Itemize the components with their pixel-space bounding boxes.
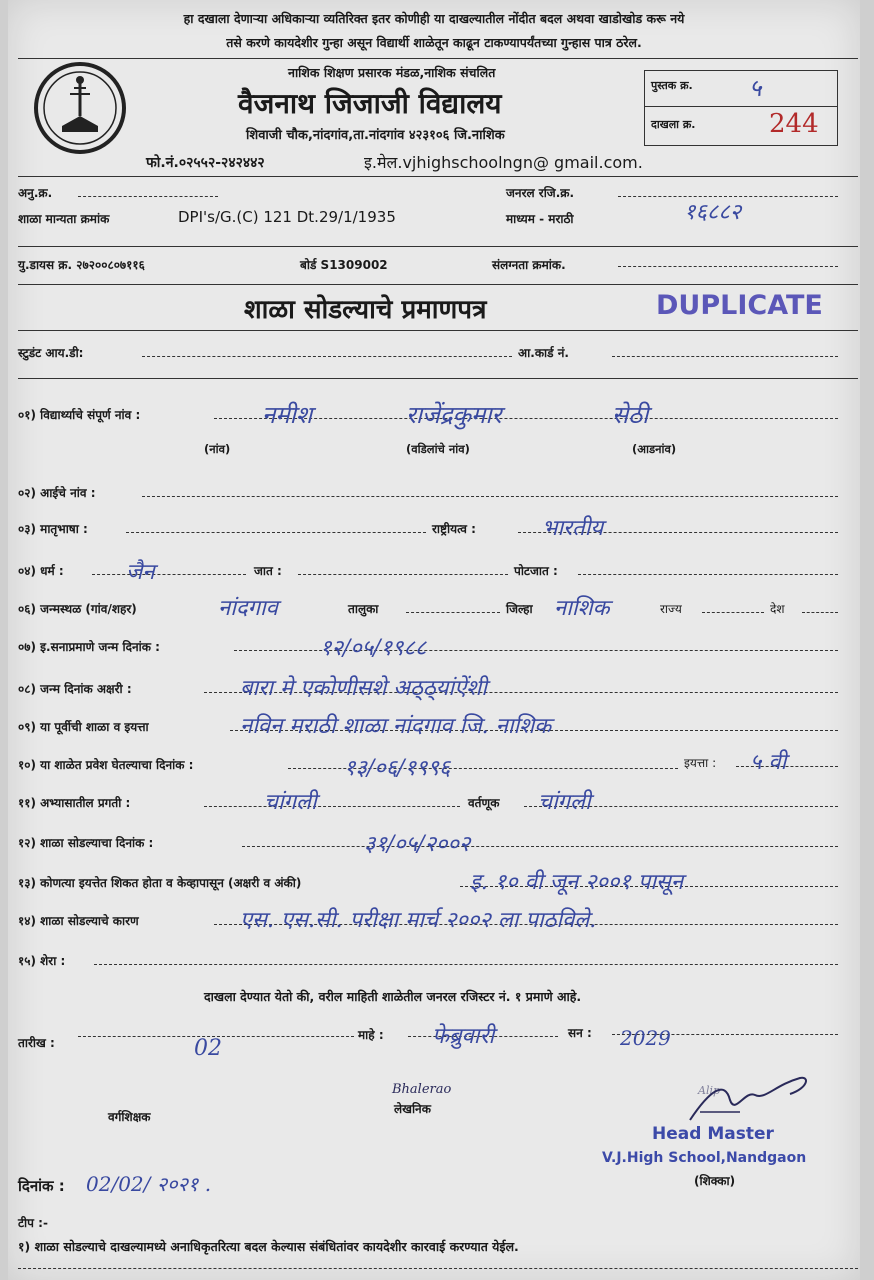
leaving-date-value: ३१/०५/२००२: [364, 832, 471, 857]
head-master-signature: [680, 1070, 830, 1130]
country-label: देश: [770, 602, 785, 616]
aadhaar-label: आ.कार्ड नं.: [518, 346, 569, 360]
head-master-stamp: Head Master: [652, 1124, 774, 1144]
certificate-paper: [8, 0, 860, 1280]
field-07-label: ०७) इ.सनाप्रमाणे जन्म दिनांक :: [18, 640, 160, 654]
serial-label: अनु.क्र.: [18, 186, 53, 200]
warning-line-2: तसे करणे कायदेशीर गुन्हा असून विद्यार्थी शाळेतून काढून टाकण्यापर्यंतच्या गुन्हास पात्र ठरेल.: [226, 35, 642, 50]
student-first-name: नमीश: [262, 401, 313, 429]
admission-date-value: १३/०६/१९९६: [344, 756, 451, 781]
caption-name: (नांव): [204, 442, 231, 456]
field-03-label: ०३) मातृभाषा :: [18, 522, 88, 536]
date-value: 02: [194, 1036, 222, 1061]
society-name: नाशिक शिक्षण प्रसारक मंडळ,नाशिक संचलित: [288, 65, 496, 80]
school-phone: फो.नं.०२५५२-२४२४४२: [146, 155, 265, 171]
note-title: टीप :-: [18, 1216, 48, 1230]
admission-standard-label: इयत्ता :: [684, 756, 717, 770]
school-logo: [32, 60, 128, 156]
divider: [18, 284, 858, 285]
divider: [18, 246, 858, 247]
clerk-label: लेखनिक: [394, 1102, 431, 1116]
divider: [18, 58, 858, 59]
divider: [18, 378, 858, 379]
clerk-signature: Bhalerao: [392, 1082, 452, 1097]
progress-value: चांगली: [264, 790, 317, 815]
field-08-label: ०८) जन्म दिनांक अक्षरी :: [18, 682, 132, 696]
recognition-label: शाळा मान्यता क्रमांक: [18, 212, 110, 226]
school-stamp: V.J.High School,Nandgaon: [602, 1150, 807, 1166]
issue-date-value: 02/02/ २०२१ .: [86, 1172, 212, 1196]
district-value: नाशिक: [554, 596, 610, 621]
month-value: फेब्रुवारी: [432, 1024, 495, 1049]
religion-value: जैन: [126, 560, 155, 585]
issue-date-label: दिनांक :: [18, 1177, 65, 1195]
certification-statement: दाखला देण्यात येतो की, वरील माहिती शाळेतील जनरल रजिस्टर नं. १ प्रमाणे आहे.: [204, 989, 582, 1004]
divider: [18, 176, 858, 177]
state-label: राज्य: [660, 602, 682, 616]
district-label: जिल्हा: [506, 602, 533, 616]
field-11-label: ११) अभ्यासातील प्रगती :: [18, 796, 131, 810]
studying-since-value: इ. १० वी जून २००१ पासून: [470, 870, 684, 895]
nationality-value: भारतीय: [542, 516, 604, 541]
admission-standard-value: ५ वी: [750, 750, 787, 775]
nationality-label: राष्ट्रीयत्व :: [432, 522, 476, 536]
previous-school-value: नविन मराठी शाळा नांदगाव जि. नाशिक: [240, 714, 552, 739]
divider: [18, 330, 858, 331]
recognition-value: DPI's/G.(C) 121 Dt.29/1/1935: [178, 208, 396, 226]
school-email: इ.मेल.vjhighschoolngn@ gmail.com.: [364, 153, 643, 172]
head-master-initials: Alip: [698, 1084, 721, 1097]
book-cert-box: [644, 70, 838, 146]
school-name: वैजनाथ जिजाजी विद्यालय: [238, 87, 502, 120]
field-14-label: १४) शाळा सोडल्याचे कारण: [18, 914, 139, 928]
field-06-label: ०६) जन्मस्थळ (गांव/शहर): [18, 602, 137, 616]
cert-number: 244: [769, 109, 819, 139]
caption-father-name: (वडिलांचे नांव): [406, 442, 470, 456]
certificate-title: शाळा सोडल्याचे प्रमाणपत्र: [244, 295, 487, 325]
year-value: 2029: [620, 1026, 671, 1050]
subcaste-label: पोटजात :: [514, 564, 558, 578]
cert-label: दाखला क्र.: [651, 118, 696, 131]
general-register-label: जनरल रजि.क्र.: [506, 186, 575, 200]
student-surname: सेठी: [612, 401, 649, 429]
leaving-reason-value: एस. एस.सी. परीक्षा मार्च २००२ ला पाठविले.: [240, 908, 597, 933]
seal-label: (शिक्का): [694, 1174, 736, 1188]
student-id-label: स्टुडंट आय.डी:: [18, 346, 84, 360]
note-item-1: १) शाळा सोडल्याचे दाखल्यामध्ये अनाधिकृतरित्या बदल केल्यास संबंधितांवर कायदेशीर कारवाई करण्यात येईल.: [18, 1239, 519, 1254]
affiliation-label: संलग्नता क्रमांक.: [492, 258, 566, 272]
field-04-label: ०४) धर्म :: [18, 564, 64, 578]
udise-number: यु.डायस क्र. २७२००८०७११६: [18, 258, 145, 272]
student-father-name: राजेंद्रकुमार: [406, 401, 502, 429]
class-teacher-label: वर्गशिक्षक: [108, 1110, 151, 1124]
caste-label: जात :: [254, 564, 282, 578]
field-09-label: ०९) या पूर्वीची शाळा व इयत्ता: [18, 720, 149, 734]
field-12-label: १२) शाळा सोडल्याचा दिनांक :: [18, 836, 154, 850]
month-label: माहे :: [358, 1028, 384, 1042]
birth-place-value: नांदगाव: [218, 596, 278, 621]
field-10-label: १०) या शाळेत प्रवेश घेतल्याचा दिनांक :: [18, 758, 194, 772]
board-number: बोर्ड S1309002: [300, 258, 388, 272]
taluka-label: तालुका: [348, 602, 379, 616]
year-label: सन :: [568, 1026, 592, 1040]
caption-surname: (आडनांव): [632, 442, 677, 456]
duplicate-stamp: DUPLICATE: [656, 290, 823, 321]
birth-date-words-value: बारा मे एकोणीसशे अठ्ठ्यांऐंशी: [240, 676, 487, 701]
school-address: शिवाजी चौक,नांदगांव,ता.नांदगांव ४२३१०६ जि.नाशिक: [246, 128, 505, 143]
conduct-label: वर्तणूक: [468, 796, 500, 810]
book-value: ५: [749, 74, 762, 102]
field-02-label: ०२) आईचे नांव :: [18, 486, 96, 500]
conduct-value: चांगली: [538, 790, 591, 815]
field-01-label: ०१) विद्यार्थ्याचे संपूर्ण नांव :: [18, 408, 141, 422]
warning-line-1: हा दखाला देणाऱ्या अधिकाऱ्या व्यतिरिक्त इतर कोणीही या दाखल्यातील नोंदीत बदल अथवा खाडोखोड करू नये: [183, 11, 685, 26]
medium-label: माध्यम - मराठी: [506, 212, 574, 226]
field-13-label: १३) कोणत्या इयत्तेत शिकत होता व केव्हापासून (अक्षरी व अंकी): [18, 876, 302, 890]
field-15-label: १५) शेरा :: [18, 954, 66, 968]
date-label: तारीख :: [18, 1036, 55, 1050]
birth-date-value: १२/०५/१९८८: [320, 636, 427, 661]
book-label: पुस्तक क्र.: [651, 79, 693, 92]
general-register-value: १६८८२: [684, 200, 742, 225]
